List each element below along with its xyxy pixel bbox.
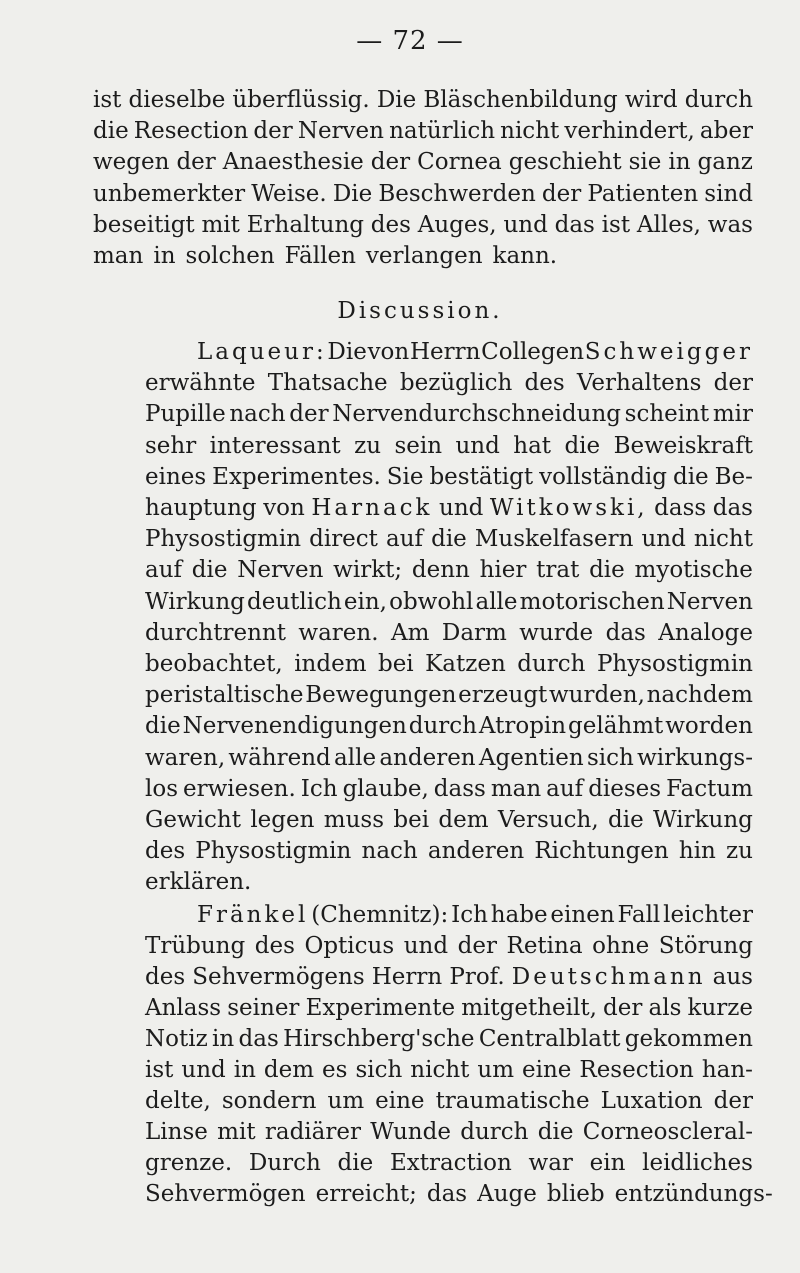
text-line: Physostigmin direct auf die Muskelfasern und nicht bbox=[145, 526, 753, 553]
text-line: Laqueur: Die von Herrn Collegen Schweigger bbox=[197, 339, 753, 365]
text-line: auf die Nerven wirkt; denn hier trat die myotische bbox=[145, 557, 753, 584]
text-line: eines Experimentes. Sie bestätigt vollständig die Be- bbox=[145, 463, 753, 490]
text-line: Pupille nach der Nervendurchschneidung scheint mir bbox=[145, 401, 753, 428]
text-line: grenze. Durch die Extraction war ein leidliches bbox=[145, 1150, 753, 1176]
text-line: sehr interessant zu sein und hat die Beweiskraft bbox=[145, 432, 753, 459]
text-line: beobachtet, indem bei Katzen durch Physostigmin bbox=[145, 651, 753, 677]
text-line: die Nervenendigungen durch Atropin gelähmt worden bbox=[145, 713, 753, 740]
text-line: des Sehvermögens Herrn Prof. Deutschmann aus bbox=[145, 964, 753, 990]
text-line: los erwiesen. Ich glaube, dass man auf dieses Factum bbox=[145, 775, 753, 802]
text-line: man in solchen Fällen verlangen kann. bbox=[93, 243, 558, 269]
page-number: — 72 — bbox=[356, 26, 464, 56]
text-line: Wirkung deutlich ein, obwohl alle motorischen Nerven bbox=[145, 588, 753, 615]
text-line: beseitigt mit Erhaltung des Auges, und das ist Alles, was bbox=[93, 211, 753, 238]
text-line: unbemerkter Weise. Die Beschwerden der Patienten sind bbox=[93, 180, 753, 207]
text-line: Anlass seiner Experimente mitgetheilt, der als kurze bbox=[145, 995, 753, 1021]
text-line: peristaltische Bewegungen erzeugt wurden, nachdem bbox=[145, 682, 753, 709]
text-line: waren, während alle anderen Agentien sich wirkungs- bbox=[145, 744, 753, 771]
text-line: Linse mit radiärer Wunde durch die Corneoscleral- bbox=[145, 1119, 753, 1145]
text-line: Notiz in das Hirschberg'sche Centralblatt gekommen bbox=[145, 1026, 753, 1052]
text-line: delte, sondern um eine traumatische Luxation der bbox=[145, 1088, 753, 1114]
text-line: Sehvermögen erreicht; das Auge blieb entzündungs- bbox=[145, 1181, 773, 1207]
text-line: die Resection der Nerven natürlich nicht verhindert, aber bbox=[93, 118, 753, 145]
text-line: hauptung von Harnack und Witkowski, dass das bbox=[145, 495, 753, 521]
text-line: Fränkel (Chemnitz): Ich habe einen Fall leichter bbox=[197, 902, 753, 928]
text-line: des Physostigmin nach anderen Richtungen hin zu bbox=[145, 838, 753, 865]
text-line: Trübung des Opticus und der Retina ohne Störung bbox=[145, 933, 753, 959]
text-line: ist und in dem es sich nicht um eine Resection han- bbox=[145, 1057, 753, 1083]
text-line: wegen der Anaesthesie der Cornea geschieht sie in ganz bbox=[93, 149, 753, 176]
text-line: ist dieselbe überflüssig. Die Bläschenbildung wird durch bbox=[93, 87, 753, 113]
text-line: erklären. bbox=[145, 869, 252, 896]
text-line: Gewicht legen muss bei dem Versuch, die Wirkung bbox=[145, 807, 753, 833]
text-line: durchtrennt waren. Am Darm wurde das Analoge bbox=[145, 619, 753, 646]
text-line: erwähnte Thatsache bezüglich des Verhaltens der bbox=[145, 370, 753, 397]
section-heading: Discussion. bbox=[337, 298, 503, 324]
